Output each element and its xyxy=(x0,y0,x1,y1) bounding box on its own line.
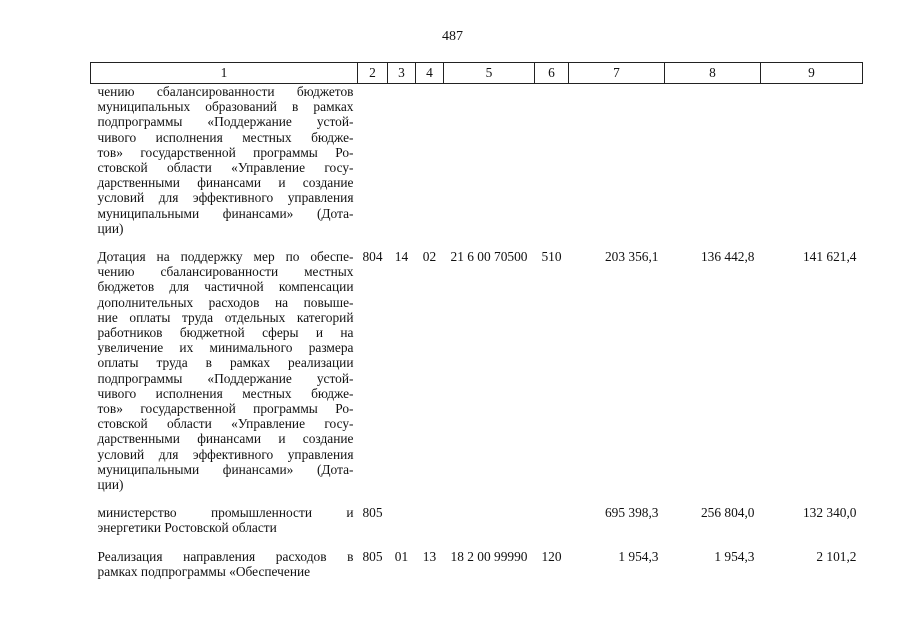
description-line: чивого исполнения местных бюдже- xyxy=(97,385,354,401)
description-line: бюджетов для частичной компенсации xyxy=(97,279,354,295)
table-row xyxy=(91,84,863,250)
section-code-cell: 14 xyxy=(394,249,409,265)
table-row xyxy=(91,549,863,592)
description-line: ции) xyxy=(97,220,124,236)
amount-year3-cell: 2 101,2 xyxy=(816,548,857,564)
header-cell-2: 2 xyxy=(358,63,388,84)
description-line: муниципальных образований в рамках xyxy=(97,99,354,115)
description-line: тов» государственной программы Ро- xyxy=(97,401,354,417)
description-line: условий для эффективного управления xyxy=(97,190,354,206)
amount-year2-cell: 136 442,8 xyxy=(700,249,755,265)
header-cell-4: 4 xyxy=(416,63,444,84)
description-cell xyxy=(91,505,358,548)
section-code-cell: 01 xyxy=(394,548,409,564)
amount-year2-cell: 256 804,0 xyxy=(700,505,755,521)
ministry-code-cell: 805 xyxy=(362,548,383,564)
amount-year2-cell xyxy=(665,84,761,250)
description-line: оплаты труда в рамках реализации xyxy=(97,355,354,371)
description-cell xyxy=(91,249,358,505)
header-cell-6: 6 xyxy=(535,63,569,84)
target-article-cell: 18 2 00 99990 xyxy=(450,548,528,564)
target-article-cell xyxy=(444,505,535,548)
expense-type-cell xyxy=(535,505,569,548)
ministry-code-cell: 804 xyxy=(362,249,383,265)
expense-type-cell: 120 xyxy=(541,548,562,564)
target-article-cell xyxy=(444,84,535,250)
description-line: увеличение их минимального размера xyxy=(97,340,354,356)
description-line: Дотация на поддержку мер по обеспе- xyxy=(97,249,354,265)
header-cell-1: 1 xyxy=(91,63,358,84)
target-article-cell: 21 6 00 70500 xyxy=(450,249,528,265)
description-line: тов» государственной программы Ро- xyxy=(97,144,354,160)
header-row xyxy=(91,63,863,84)
description-line: Реализация направления расходов в xyxy=(97,548,354,564)
subsection-code-cell xyxy=(416,84,444,250)
header-cell-7: 7 xyxy=(569,63,665,84)
header-cell-9: 9 xyxy=(761,63,863,84)
description-line: муниципальными финансами» (Дота- xyxy=(97,461,354,477)
description-line: подпрограммы «Поддержание устой- xyxy=(97,370,354,386)
amount-year3-cell xyxy=(761,84,863,250)
description-line: ции) xyxy=(97,477,124,493)
description-cell xyxy=(91,84,358,250)
description-line: чивого исполнения местных бюдже- xyxy=(97,129,354,145)
amount-year3-cell: 132 340,0 xyxy=(802,505,857,521)
subsection-code-cell: 02 xyxy=(422,249,437,265)
expense-type-cell xyxy=(535,84,569,250)
amount-year1-cell: 695 398,3 xyxy=(604,505,659,521)
description-line: рамках подпрограммы «Обеспечение xyxy=(97,563,311,579)
description-line: дарственными финансами и создание xyxy=(97,431,354,447)
budget-table xyxy=(90,62,863,592)
description-line: чению сбалансированности бюджетов xyxy=(97,84,354,99)
description-line: ние оплаты труда отдельных категорий xyxy=(97,309,354,325)
header-cell-3: 3 xyxy=(388,63,416,84)
subsection-code-cell: 13 xyxy=(422,548,437,564)
description-line: работников бюджетной сферы и на xyxy=(97,325,354,341)
description-line: чению сбалансированности местных xyxy=(97,264,354,280)
amount-year2-cell: 1 954,3 xyxy=(714,548,755,564)
description-line: энергетики Ростовской области xyxy=(97,520,277,536)
description-line: условий для эффективного управления xyxy=(97,446,354,462)
table-row xyxy=(91,505,863,548)
description-line: стовской области «Управление госу- xyxy=(97,416,354,432)
amount-year3-cell: 141 621,4 xyxy=(802,249,857,265)
description-line: дарственными финансами и создание xyxy=(97,175,354,191)
ministry-code-cell xyxy=(358,84,388,250)
header-cell-8: 8 xyxy=(665,63,761,84)
amount-year1-cell: 1 954,3 xyxy=(618,548,659,564)
section-code-cell xyxy=(388,84,416,250)
expense-type-cell: 510 xyxy=(541,249,562,265)
subsection-code-cell xyxy=(416,505,444,548)
header-cell-5: 5 xyxy=(444,63,535,84)
amount-year1-cell xyxy=(569,84,665,250)
ministry-code-cell: 805 xyxy=(362,505,383,521)
description-line: стовской области «Управление госу- xyxy=(97,160,354,176)
description-line: подпрограммы «Поддержание устой- xyxy=(97,114,354,130)
description-line: дополнительных расходов на повыше- xyxy=(97,294,354,310)
section-code-cell xyxy=(388,505,416,548)
table-row xyxy=(91,249,863,505)
description-line: министерство промышленности и xyxy=(97,505,354,521)
amount-year1-cell: 203 356,1 xyxy=(604,249,659,265)
description-cell xyxy=(91,549,358,592)
description-line: муниципальными финансами» (Дота- xyxy=(97,205,354,221)
page-number: 487 xyxy=(442,29,463,44)
